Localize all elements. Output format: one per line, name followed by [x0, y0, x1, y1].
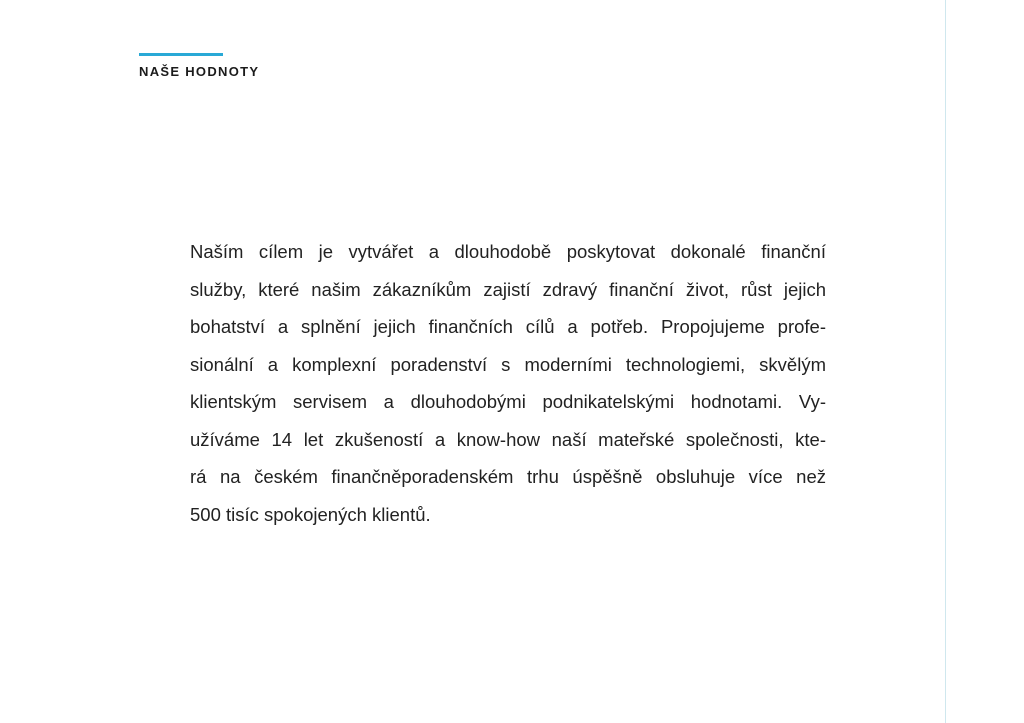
paragraph-line: klientským servisem a dlouhodobými podnikatelskými hodnotami. Vy- [190, 391, 826, 412]
values-paragraph [190, 233, 826, 533]
section-heading: NAŠE HODNOTY [139, 64, 260, 79]
paragraph-line: služby, které našim zákazníkům zajistí zdravý finanční život, růst jejich [190, 278, 826, 300]
paragraph-line: rá na českém finančněporadenském trhu úspěšně obsluhuje více než [190, 466, 826, 487]
paragraph-line: sionální a komplexní poradenství s moderními technologiemi, skvělým [190, 353, 826, 375]
section-accent-bar [139, 53, 223, 56]
paragraph-line: 500 tisíc spokojených klientů. [190, 503, 431, 525]
paragraph-line: užíváme 14 let zkušeností a know-how naší mateřské společnosti, kte- [190, 428, 826, 450]
paragraph-line: Naším cílem je vytvářet a dlouhodobě poskytovat dokonalé finanční [190, 241, 826, 262]
page-edge-rule [945, 0, 946, 723]
paragraph-line: bohatství a splnění jejich finančních cílů a potřeb. Propojujeme profe- [190, 316, 826, 337]
